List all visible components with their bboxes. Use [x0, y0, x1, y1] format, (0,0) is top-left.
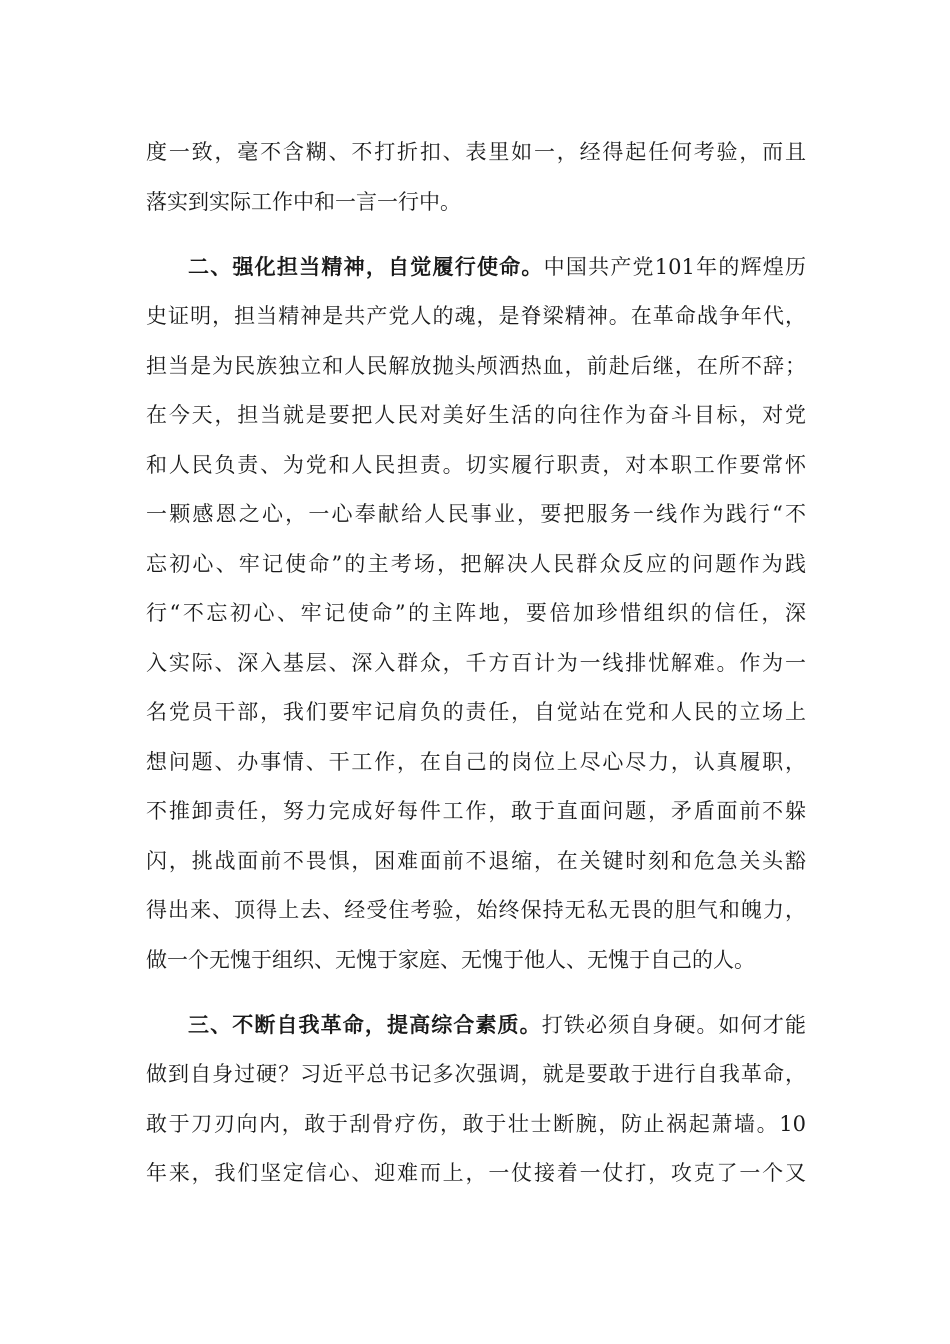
text-line: 落实到实际工作中和一言一行中。 — [146, 190, 461, 214]
text-span: 中国共产党101年的辉煌历 — [543, 255, 806, 279]
text-line: 行“不忘初心、牢记使命”的主阵地，要倍加珍惜组织的信任，深 — [146, 601, 806, 625]
text-line: 想问题、办事情、干工作，在自己的岗位上尽心尽力，认真履职， — [146, 750, 806, 774]
section-heading-2: 二、强化担当精神，自觉履行使命。 — [188, 255, 544, 279]
text-line: 一颗感恩之心，一心奉献给人民事业，要把服务一线作为践行“不 — [146, 502, 806, 526]
text-line: 在今天，担当就是要把人民对美好生活的向往作为奋斗目标，对党 — [146, 403, 806, 427]
text-line: 年来，我们坚定信心、迎难而上，一仗接着一仗打，攻克了一个又 — [146, 1161, 806, 1185]
text-line: 得出来、顶得上去、经受住考验，始终保持无私无畏的胆气和魄力， — [146, 898, 806, 922]
text-line: 忘初心、牢记使命”的主考场，把解决人民群众反应的问题作为践 — [146, 552, 806, 576]
text-line: 担当是为民族独立和人民解放抛头颅洒热血，前赴后继，在所不辞； — [146, 354, 806, 378]
text-line: 度一致，毫不含糊、不打折扣、表里如一，经得起任何考验，而且 — [146, 140, 806, 164]
text-line: 名党员干部，我们要牢记肩负的责任，自觉站在党和人民的立场上 — [146, 700, 806, 724]
text-line: 敢于刀刃向内，敢于刮骨疗伤，敢于壮士断腕，防止祸起萧墙。10 — [146, 1112, 806, 1136]
paragraph-first-line — [188, 251, 806, 283]
text-line: 做一个无愧于组织、无愧于家庭、无愧于他人、无愧于自己的人。 — [146, 948, 755, 972]
text-line: 和人民负责、为党和人民担责。切实履行职责，对本职工作要常怀 — [146, 453, 806, 477]
text-line: 不推卸责任，努力完成好每件工作，敢于直面问题，矛盾面前不躲 — [146, 799, 806, 823]
text-line: 闪，挑战面前不畏惧，困难面前不退缩，在关键时刻和危急关头豁 — [146, 849, 806, 873]
text-line: 史证明，担当精神是共产党人的魂，是脊梁精神。在革命战争年代， — [146, 304, 806, 328]
text-span: 打铁必须自身硬。如何才能 — [541, 1013, 807, 1037]
paragraph-first-line — [188, 1009, 806, 1041]
section-heading-3: 三、不断自我革命，提高综合素质。 — [188, 1013, 542, 1037]
text-line: 做到自身过硬？习近平总书记多次强调，就是要敢于进行自我革命， — [146, 1062, 806, 1086]
text-line: 入实际、深入基层、深入群众，千方百计为一线排忧解难。作为一 — [146, 651, 806, 675]
